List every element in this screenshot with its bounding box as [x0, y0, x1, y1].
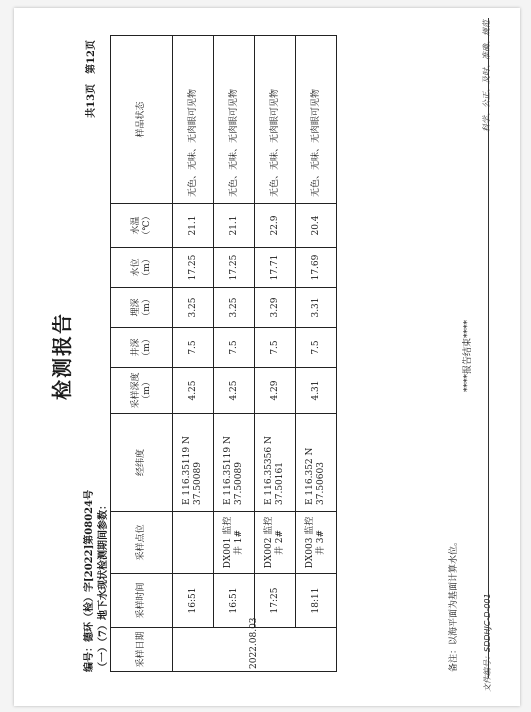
- report-title: 检测报告: [50, 312, 74, 400]
- sampling-point: DX001 监控井 1#: [214, 512, 255, 574]
- sampling-date: 2022.08.03: [173, 628, 337, 672]
- remark: 备注：以海平面为基面计算水位。: [449, 536, 459, 672]
- water-level: 17.25: [173, 248, 214, 288]
- bury-depth: 3.25: [173, 288, 214, 328]
- table-header-row: [111, 36, 173, 672]
- report-number: 编号：德环（检）字[2022]第08024号: [84, 489, 95, 672]
- col-header: 采样日期: [111, 628, 173, 672]
- sampling-time: 18:11: [296, 574, 337, 628]
- sampling-depth: 4.29: [255, 368, 296, 414]
- sample-state: 无色、无味、无肉眼可见物: [214, 36, 255, 204]
- water-level: 17.25: [214, 248, 255, 288]
- col-header: 样品状态: [111, 36, 173, 204]
- table-row: [214, 36, 255, 672]
- table-row: [173, 36, 214, 672]
- sampling-time: 16:51: [214, 574, 255, 628]
- coordinates: E 116.352 N 37.50603: [296, 414, 337, 512]
- sampling-depth: 4.25: [173, 368, 214, 414]
- motto: 科学、公正、及时、准确、规范: [482, 20, 491, 132]
- well-depth: 7.5: [214, 328, 255, 368]
- end-of-report: ****报告结束****: [463, 320, 473, 393]
- sampling-point: DX002 监控井 2#: [255, 512, 296, 574]
- sampling-point: DX003 监控井 3#: [296, 512, 337, 574]
- bury-depth: 3.31: [296, 288, 337, 328]
- col-header: 埋深（m）: [111, 288, 173, 328]
- sample-state: 无色、无味、无肉眼可见物: [296, 36, 337, 204]
- coordinates: E 116.35356 N 37.50161: [255, 414, 296, 512]
- water-temp: 20.4: [296, 204, 337, 248]
- section-heading: （一）（7）地下水现状检测期间参数：: [98, 500, 109, 672]
- sampling-point: [173, 512, 214, 574]
- table-row: [255, 36, 296, 672]
- water-temp: 22.9: [255, 204, 296, 248]
- col-header: 井深（m）: [111, 328, 173, 368]
- table-row: [296, 36, 337, 672]
- col-header: 水温（℃）: [111, 204, 173, 248]
- sample-state: 无色、无味、无肉眼可见物: [255, 36, 296, 204]
- file-number: 文件编号：SDDHJC-D-001: [483, 593, 492, 692]
- col-header: 采样时间: [111, 574, 173, 628]
- water-level: 17.71: [255, 248, 296, 288]
- bury-depth: 3.25: [214, 288, 255, 328]
- col-header: 经纬度: [111, 414, 173, 512]
- sampling-time: 17:25: [255, 574, 296, 628]
- groundwater-params-table: [110, 35, 337, 672]
- sampling-depth: 4.25: [214, 368, 255, 414]
- rotated-report: [14, 0, 520, 712]
- header-rule: [488, 18, 489, 678]
- water-level: 17.69: [296, 248, 337, 288]
- coordinates: E 116.35119 N 37.50089: [173, 414, 214, 512]
- coordinates: E 116.35119 N 37.50089: [214, 414, 255, 512]
- sampling-time: 16:51: [173, 574, 214, 628]
- well-depth: 7.5: [296, 328, 337, 368]
- well-depth: 7.5: [173, 328, 214, 368]
- well-depth: 7.5: [255, 328, 296, 368]
- water-temp: 21.1: [214, 204, 255, 248]
- col-header: 水位（m）: [111, 248, 173, 288]
- bury-depth: 3.29: [255, 288, 296, 328]
- col-header: 采样点位: [111, 512, 173, 574]
- col-header: 采样深度（m）: [111, 368, 173, 414]
- page-count: 共13页 第12页: [86, 40, 97, 118]
- sample-state: 无色、无味、无肉眼可见物: [173, 36, 214, 204]
- sampling-depth: 4.31: [296, 368, 337, 414]
- water-temp: 21.1: [173, 204, 214, 248]
